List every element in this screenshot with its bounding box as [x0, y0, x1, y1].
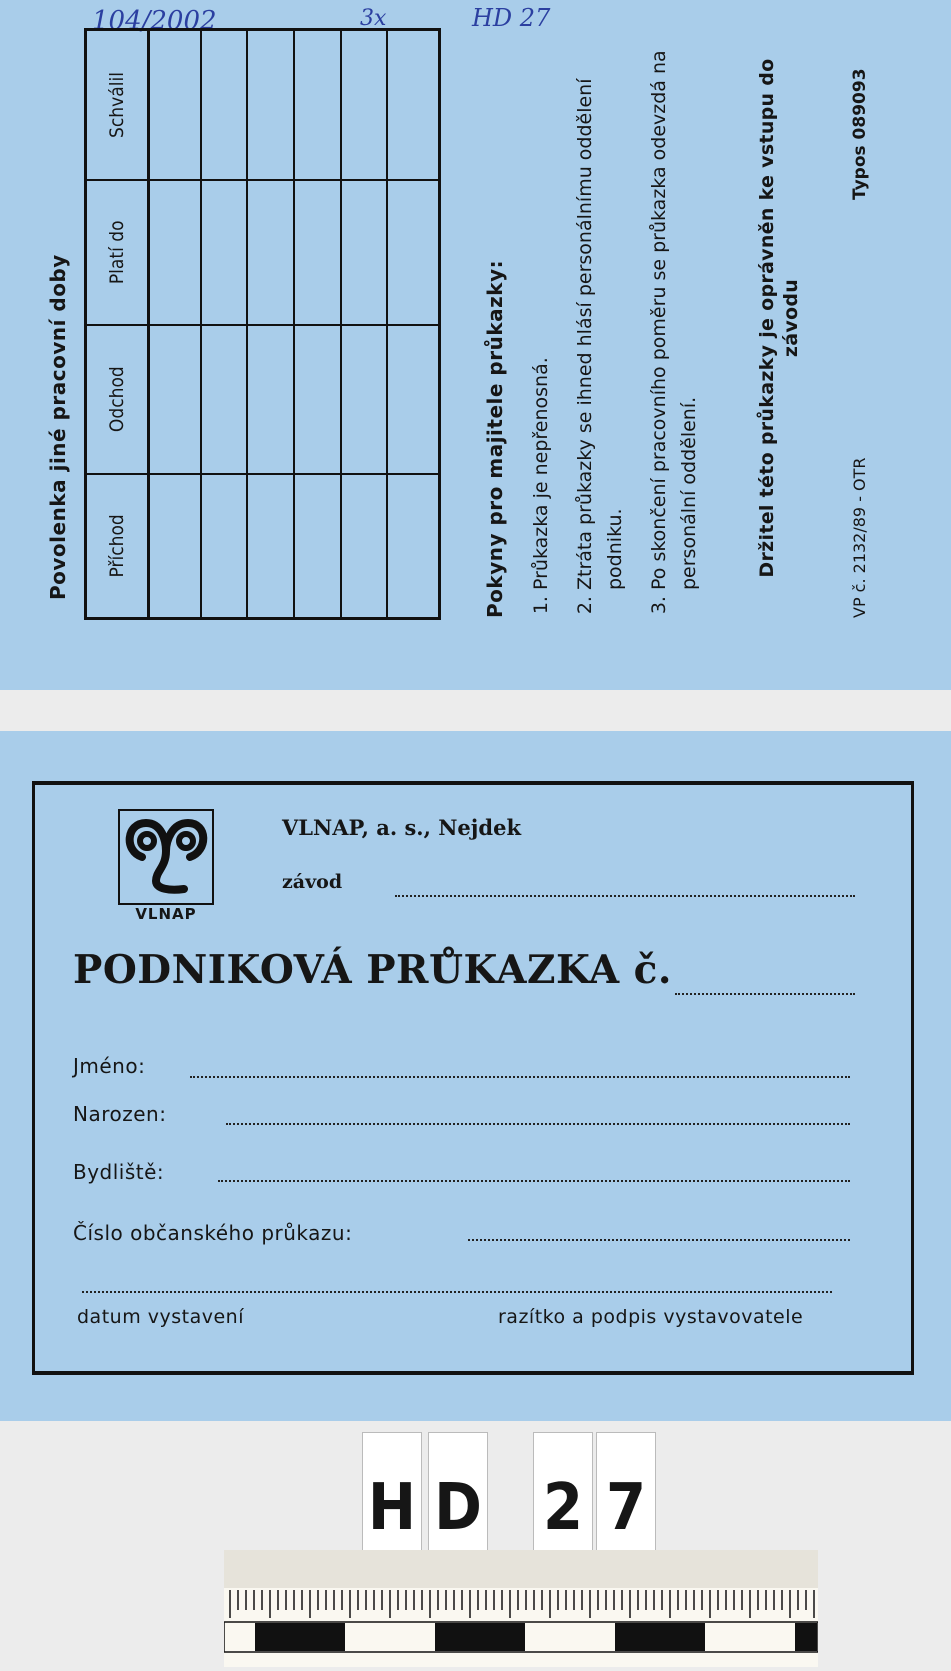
name-label: Jméno:: [73, 1054, 146, 1078]
grid-title: Povolenka jiné pracovní doby: [46, 254, 70, 600]
card-back: [0, 0, 951, 690]
grid-row: [387, 30, 439, 619]
grid-header-arrival: Příchod: [86, 474, 149, 619]
grid-header-departure: Odchod: [86, 325, 149, 474]
grid-row: [149, 30, 201, 619]
plant-line: [395, 895, 855, 897]
name-line: [190, 1076, 850, 1078]
grid-row: [341, 30, 388, 619]
print-reference: VP č. 2132/89 - OTR: [850, 457, 869, 618]
instructions-list: [526, 18, 704, 618]
grid-row: [201, 30, 248, 619]
card-number-line: [675, 993, 855, 995]
grid-row: [294, 30, 341, 619]
scale-ruler: [224, 1588, 818, 1667]
handwritten-number: 104/2002: [92, 6, 217, 36]
vlnap-logo-icon: [118, 809, 214, 905]
instruction-item: 1. Průkazka je nepřenosná.: [526, 18, 556, 590]
logo-text: VLNAP: [135, 905, 197, 923]
id-card-label: Číslo občanského průkazu:: [73, 1221, 353, 1245]
card-title: PODNIKOVÁ PRŮKAZKA č.: [73, 947, 672, 993]
instructions-title: Pokyny pro majitele průkazky:: [483, 259, 507, 618]
issue-date-label: datum vystavení: [77, 1306, 244, 1328]
work-time-grid: [84, 28, 441, 620]
card-front: [0, 731, 951, 1421]
instruction-item: 3. Po skončení pracovního poměru se průkazka odevzdá na personální oddělení.: [644, 18, 704, 590]
plant-label: závod: [282, 871, 343, 893]
grid-header-approved: Schválil: [86, 30, 149, 180]
stamp-label: razítko a podpis vystavovatele: [498, 1306, 804, 1328]
grid-header-valid-until: Platí do: [86, 180, 149, 325]
tag-digit-2: 2: [533, 1432, 593, 1584]
handwritten-count: 3x: [360, 6, 387, 31]
tag-letter-d: D: [428, 1432, 488, 1584]
residence-label: Bydliště:: [73, 1160, 165, 1184]
id-card-line: [468, 1239, 850, 1241]
tag-digit-7: 7: [596, 1432, 656, 1584]
tag-letter-h: H: [362, 1432, 422, 1584]
printer-code: Typos 089093: [850, 68, 870, 200]
card-back-content: [0, 0, 951, 690]
instructions: [480, 18, 718, 618]
signature-line: [82, 1291, 832, 1293]
company-name: VLNAP, a. s., Nejdek: [282, 815, 521, 840]
grid-row: [247, 30, 294, 619]
born-line: [226, 1123, 850, 1125]
residence-line: [218, 1180, 850, 1182]
born-label: Narozen:: [73, 1102, 167, 1126]
handwritten-code: HD 27: [472, 4, 551, 32]
holder-note: Držitel této průkazky je oprávněn ke vstupu do závodu: [756, 58, 802, 578]
instruction-item: 2. Ztráta průkazky se ihned hlásí personálnímu oddělení podniku.: [570, 18, 630, 590]
